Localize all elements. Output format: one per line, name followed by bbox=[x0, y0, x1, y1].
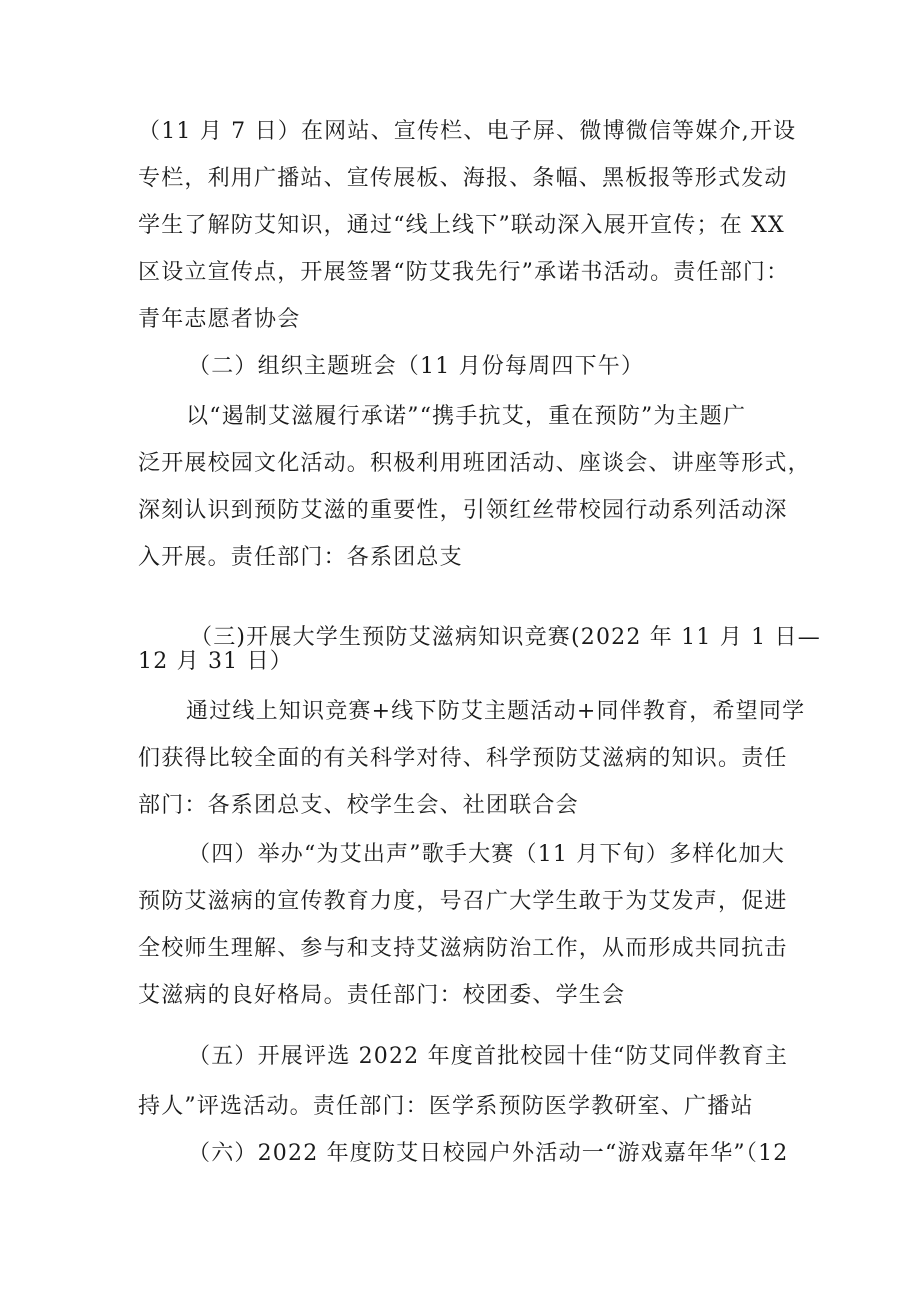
section-heading: （五）开展评选 2022 年度首批校园十佳“防艾同伴教育主 bbox=[188, 1044, 789, 1069]
text-line: 全校师生理解、参与和支持艾滋病防治工作，从而形成共同抗击 bbox=[138, 936, 788, 961]
text-line: 部门：各系团总支、校学生会、社团联合会 bbox=[138, 793, 579, 818]
section-heading-continued: 12 月 31 日） bbox=[138, 649, 293, 674]
section-heading: （六）2022 年度防艾日校园户外活动一“游戏嘉年华”（12 bbox=[188, 1141, 789, 1166]
section-heading: （三)开展大学生预防艾滋病知识竞赛(2022 年 11 月 1 日— bbox=[190, 625, 821, 650]
text-line: 预防艾滋病的宣传教育力度，号召广大学生敢于为艾发声，促进 bbox=[138, 889, 788, 914]
text-line: 深刻认识到预防艾滋的重要性，引领红丝带校园行动系列活动深 bbox=[138, 498, 788, 523]
text-line: 学生了解防艾知识，通过“线上线下”联动深入展开宣传；在 XX bbox=[138, 213, 785, 238]
text-line: 通过线上知识竞赛+线下防艾主题活动+同伴教育，希望同学 bbox=[186, 699, 806, 724]
section-heading: （四）举办“为艾出声”歌手大赛（11 月下旬）多样化加大 bbox=[188, 842, 786, 867]
text-line: 入开展。责任部门：各系团总支 bbox=[138, 545, 463, 570]
section-heading: （二）组织主题班会（11 月份每周四下午） bbox=[188, 354, 645, 379]
text-line: 区设立宣传点，开展签署“防艾我先行”承诺书活动。责任部门： bbox=[138, 260, 790, 285]
text-line: 们获得比较全面的有关科学对待、科学预防艾滋病的知识。责任 bbox=[138, 746, 788, 771]
text-line: 专栏，利用广播站、宣传展板、海报、条幅、黑板报等形式发动 bbox=[138, 166, 788, 191]
text-line: 以“遏制艾滋履行承诺”“携手抗艾，重在预防”为主题广 bbox=[186, 404, 747, 429]
text-line: 泛开展校园文化活动。积极利用班团活动、座谈会、讲座等形式， bbox=[138, 451, 811, 476]
text-line: 青年志愿者协会 bbox=[138, 307, 301, 332]
text-line: 艾滋病的良好格局。责任部门：校团委、学生会 bbox=[138, 983, 626, 1008]
text-line: 持人”评选活动。责任部门：医学系预防医学教研室、广播站 bbox=[138, 1094, 754, 1119]
text-line: （11 月 7 日）在网站、宣传栏、电子屏、微博微信等媒介,开设 bbox=[138, 119, 797, 144]
